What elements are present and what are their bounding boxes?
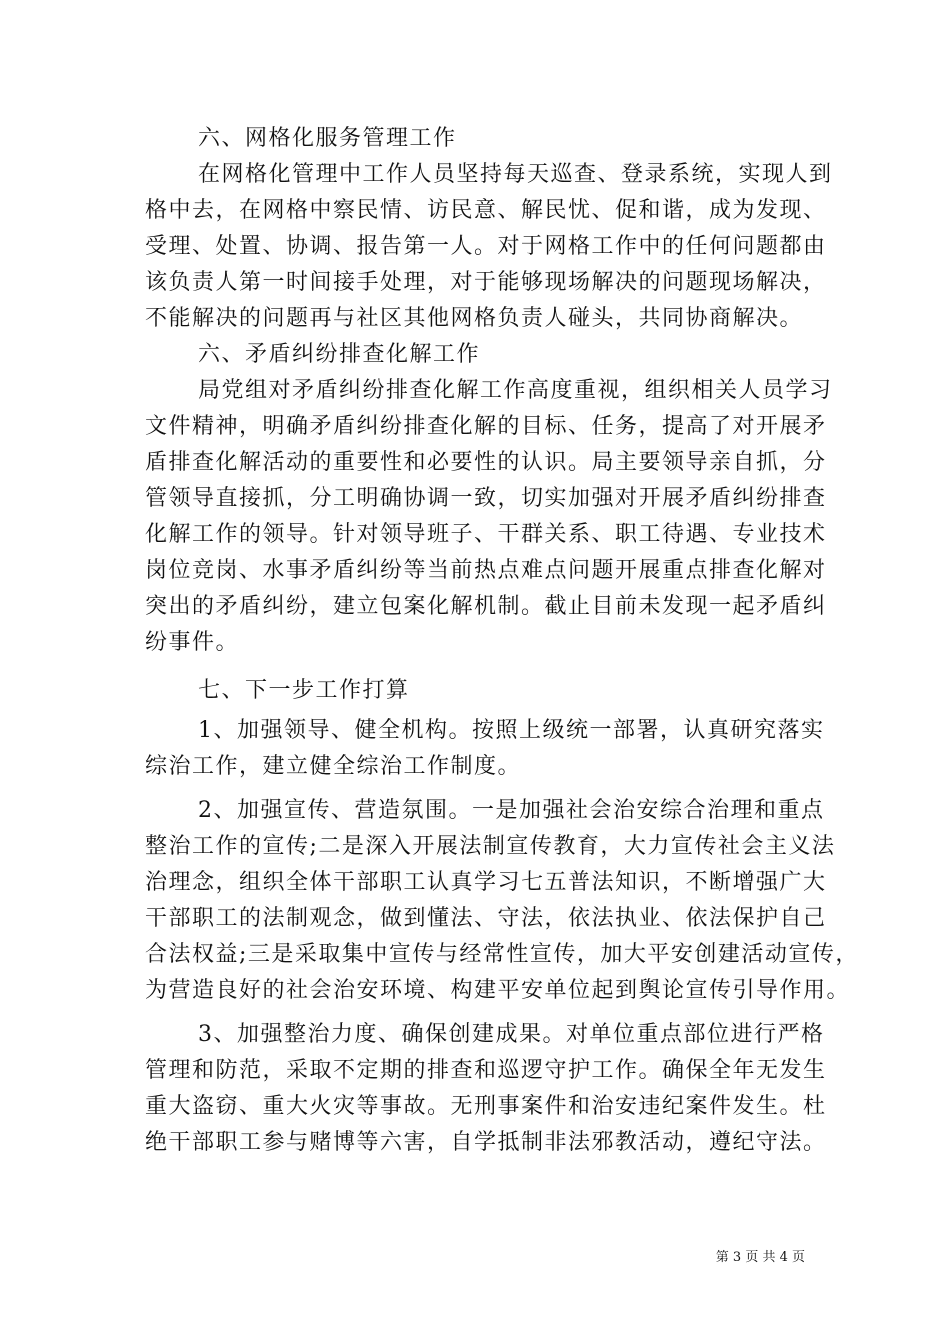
paragraph-line: 合法权益;三是采取集中宣传与经常性宣传，加大平安创建活动宣传， [145,942,859,967]
paragraph-line: 管领导直接抓，分工明确协调一致，切实加强对开展矛盾纠纷排查 [145,486,827,511]
paragraph-line: 纷事件。 [145,630,240,655]
paragraph-line: 突出的矛盾纠纷，建立包案化解机制。截止目前未发现一起矛盾纠 [145,594,827,619]
paragraph-line: 局党组对矛盾纠纷排查化解工作高度重视，组织相关人员学习 [198,378,833,403]
paragraph-line: 为营造良好的社会治安环境、构建平安单位起到舆论宣传引导作用。 [145,978,851,1003]
paragraph-line: 受理、处置、协调、报告第一人。对于网格工作中的任何问题都由 [145,234,827,259]
paragraph-line: 不能解决的问题再与社区其他网格负责人碰头，共同协商解决。 [145,306,804,331]
paragraph-line: 2、加强宣传、营造氛围。一是加强社会治安综合治理和重点 [198,798,825,823]
paragraph-line: 文件精神，明确矛盾纠纷排查化解的目标、任务，提高了对开展矛 [145,414,827,439]
section-heading: 六、矛盾纠纷排查化解工作 [198,342,481,367]
paragraph-line: 重大盗窃、重大火灾等事故。无刑事案件和治安违纪案件发生。杜 [145,1094,827,1119]
paragraph-line: 格中去，在网格中察民情、访民意、解民忧、促和谐，成为发现、 [145,198,827,223]
section-heading: 七、下一步工作打算 [198,678,410,703]
paragraph-line: 管理和防范，采取不定期的排查和巡逻守护工作。确保全年无发生 [145,1058,827,1083]
paragraph-line: 3、加强整治力度、确保创建成果。对单位重点部位进行严格 [198,1022,825,1047]
paragraph-line: 整治工作的宣传;二是深入开展法制宣传教育，大力宣传社会主义法 [145,834,836,859]
paragraph-line: 该负责人第一时间接手处理，对于能够现场解决的问题现场解决， [145,270,827,295]
paragraph-line: 岗位竞岗、水事矛盾纠纷等当前热点难点问题开展重点排查化解对 [145,558,827,583]
paragraph-line: 盾排查化解活动的重要性和必要性的认识。局主要领导亲自抓，分 [145,450,827,475]
paragraph-line: 化解工作的领导。针对领导班子、干群关系、职工待遇、专业技术 [145,522,827,547]
page-number: 第 3 页 共 4 页 [715,1250,805,1265]
paragraph-line: 干部职工的法制观念，做到懂法、守法，依法执业、依法保护自己 [145,906,827,931]
section-heading: 六、网格化服务管理工作 [198,126,457,151]
paragraph-line: 1、加强领导、健全机构。按照上级统一部署，认真研究落实 [198,718,825,743]
paragraph-line: 在网格化管理中工作人员坚持每天巡查、登录系统，实现人到 [198,162,833,187]
paragraph-line: 综治工作，建立健全综治工作制度。 [145,754,522,779]
paragraph-line: 绝干部职工参与赌博等六害，自学抵制非法邪教活动，遵纪守法。 [145,1130,827,1155]
paragraph-line: 治理念，组织全体干部职工认真学习七五普法知识，不断增强广大 [145,870,827,895]
